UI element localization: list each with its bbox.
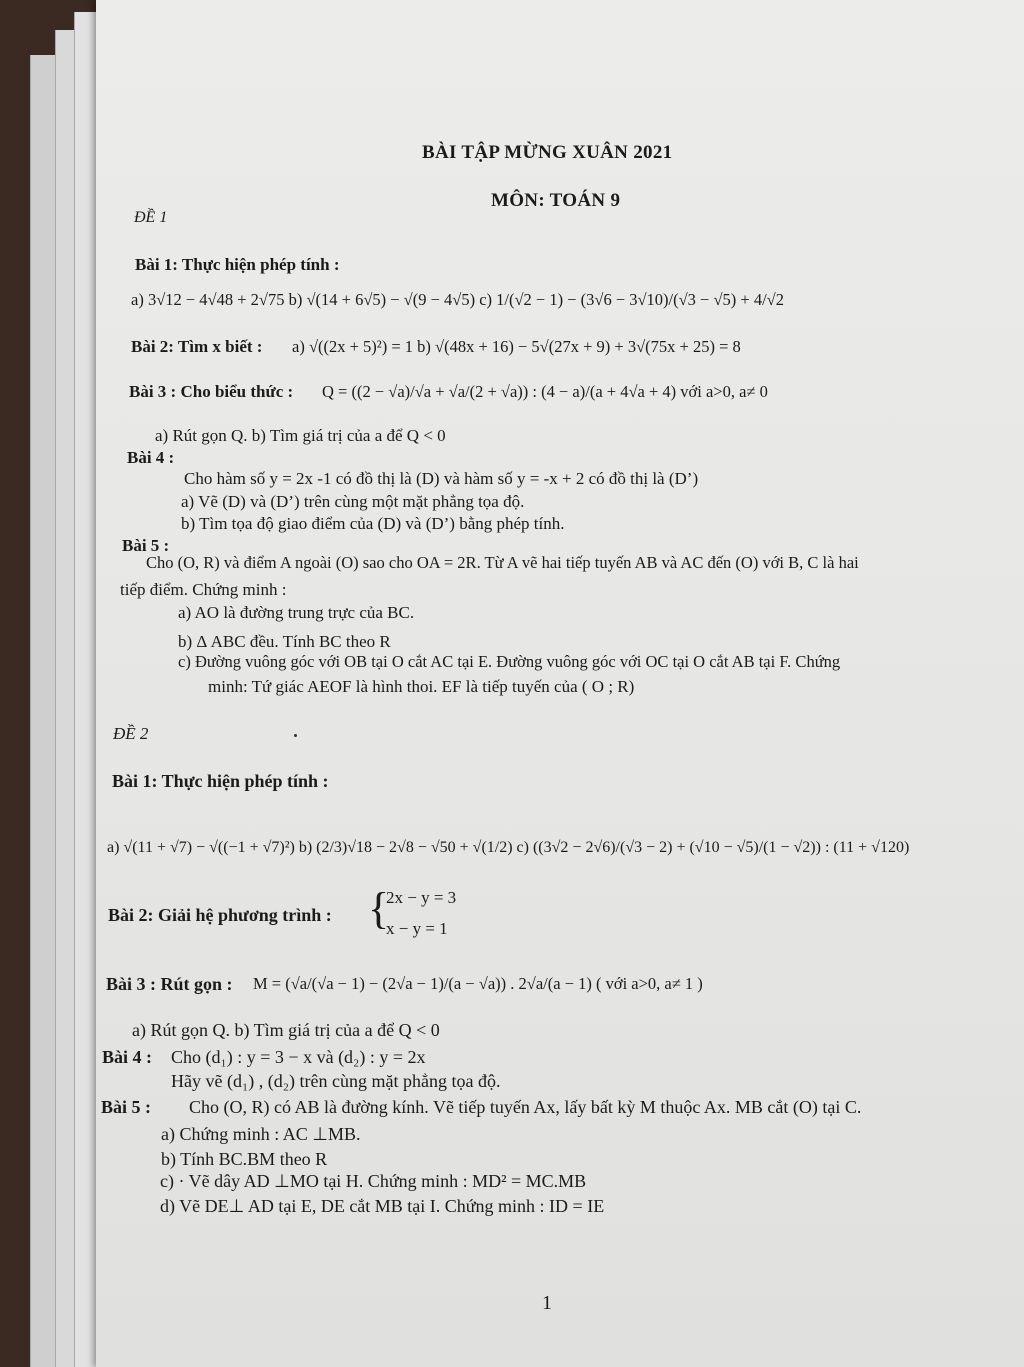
de1-bai2-heading — [131, 337, 262, 357]
de2-bai5-c: c) · Vẽ dây AD ⊥MO tại H. Chứng minh : MD² = MC.MB — [160, 1171, 587, 1191]
de2-bai2-eq2: x − y = 1 — [386, 919, 448, 938]
de1-bai5-intro1: Cho (O, R) và điểm A ngoài (O) sao cho OA = 2R. Từ A vẽ hai tiếp tuyến AB và AC đến (O) với B, C là hai — [146, 553, 859, 572]
de2-bai4-heading: Bài 4 : — [102, 1047, 153, 1067]
de1-bai4-intro: Cho hàm số y = 2x -1 có đồ thị là (D) và hàm số y = -x + 2 có đồ thị là (D’) — [184, 469, 699, 488]
de2-bai5-intro: Cho (O, R) có AB là đường kính. Vẽ tiếp tuyến Ax, lấy bất kỳ M thuộc Ax. MB cắt (O) tại C. — [189, 1097, 862, 1117]
de1-bai3-sub: a) Rút gọn Q. b) Tìm giá trị của a để Q < 0 — [155, 426, 446, 445]
de1-bai5-heading: Bài 5 : — [122, 536, 170, 555]
de2-bai5-a: a) Chứng minh : AC ⊥MB. — [161, 1124, 361, 1144]
page-number: 1 — [542, 1292, 552, 1314]
de1-bai2-heading-text: Bài 2: Tìm x biết : — [131, 337, 263, 356]
de2-bai5-b: b) Tính BC.BM theo R — [161, 1149, 328, 1169]
de1-bai5-a: a) AO là đường trung trực của BC. — [178, 603, 415, 622]
de2-bai2-eq1: 2x − y = 3 — [386, 888, 457, 907]
de1-label: ĐỀ 1 — [134, 209, 168, 226]
de2-label: ĐỀ 2 — [113, 724, 149, 743]
de1-bai1-heading: Bài 1: Thực hiện phép tính : — [135, 255, 340, 274]
system-brace: { — [368, 884, 390, 933]
de1-bai5-c2: minh: Tứ giác AEOF là hình thoi. EF là tiếp tuyến của ( O ; R) — [208, 677, 635, 696]
de1-bai4-heading: Bài 4 : — [127, 448, 175, 467]
de2-bai1-items: a) √(11 + √7) − √((−1 + √7)²) b) (2/3)√18 − 2√8 − √50 + √(1/2) c) ((3√2 − 2√6)/(√3 − 2) + (√10 − √5)/(1 − √2)) : (11 + √120) — [107, 839, 910, 856]
de2-bai5-heading: Bài 5 : — [101, 1097, 152, 1117]
de2-bai4-line2: Hãy vẽ (d₁) , (d₂) trên cùng mặt phẳng tọa độ. — [171, 1071, 501, 1091]
de1-bai3-expr: Q = ((2 − √a)/√a + √a/(2 + √a)) : (4 − a)/(a + 4√a + 4) với a>0, a≠ 0 — [322, 382, 768, 401]
de2-bai3-heading: Bài 3 : Rút gọn : — [106, 974, 233, 994]
de1-bai4-a: a) Vẽ (D) và (D’) trên cùng một mặt phẳng tọa độ. — [181, 492, 525, 511]
de2-bai1-heading: Bài 1: Thực hiện phép tính : — [112, 771, 329, 791]
decorative-dot — [294, 734, 297, 737]
de2-bai4-intro: Cho (d₁) : y = 3 − x và (d₂) : y = 2x — [171, 1047, 426, 1067]
document-title: BÀI TẬP MỪNG XUÂN 2021 — [422, 142, 673, 163]
de1-bai5-intro2: tiếp điểm. Chứng minh : — [120, 580, 287, 599]
de2-bai2-heading: Bài 2: Giải hệ phương trình : — [108, 905, 332, 925]
de1-bai5-b: b) Δ ABC đều. Tính BC theo R — [178, 632, 391, 651]
de2-bai3-sub: a) Rút gọn Q. b) Tìm giá trị của a để Q < 0 — [132, 1020, 440, 1040]
de1-bai2-items: a) √((2x + 5)²) = 1 b) √(48x + 16) − 5√(27x + 9) + 3√(75x + 25) = 8 — [292, 337, 741, 356]
de1-bai4-b: b) Tìm tọa độ giao điểm của (D) và (D’) bằng phép tính. — [181, 514, 565, 533]
de1-bai5-c1: c) Đường vuông góc với OB tại O cắt AC tại E. Đường vuông góc với OC tại O cắt AB tại F. Chứng — [178, 652, 841, 671]
de1-bai3-heading: Bài 3 : Cho biểu thức : — [129, 382, 294, 401]
de1-bai1-items: a) 3√12 − 4√48 + 2√75 b) √(14 + 6√5) − √(9 − 4√5) c) 1/(√2 − 1) − (3√6 − 3√10)/(√3 − √5) + 4/√2 — [131, 290, 784, 309]
de2-bai3-expr: M = (√a/(√a − 1) − (2√a − 1)/(a − √a)) . 2√a/(a − 1) ( với a>0, a≠ 1 ) — [253, 974, 703, 993]
de2-bai5-d: d) Vẽ DE⊥ AD tại E, DE cắt MB tại I. Chứng minh : ID = IE — [160, 1196, 605, 1216]
document-subject: MÔN: TOÁN 9 — [491, 190, 621, 211]
